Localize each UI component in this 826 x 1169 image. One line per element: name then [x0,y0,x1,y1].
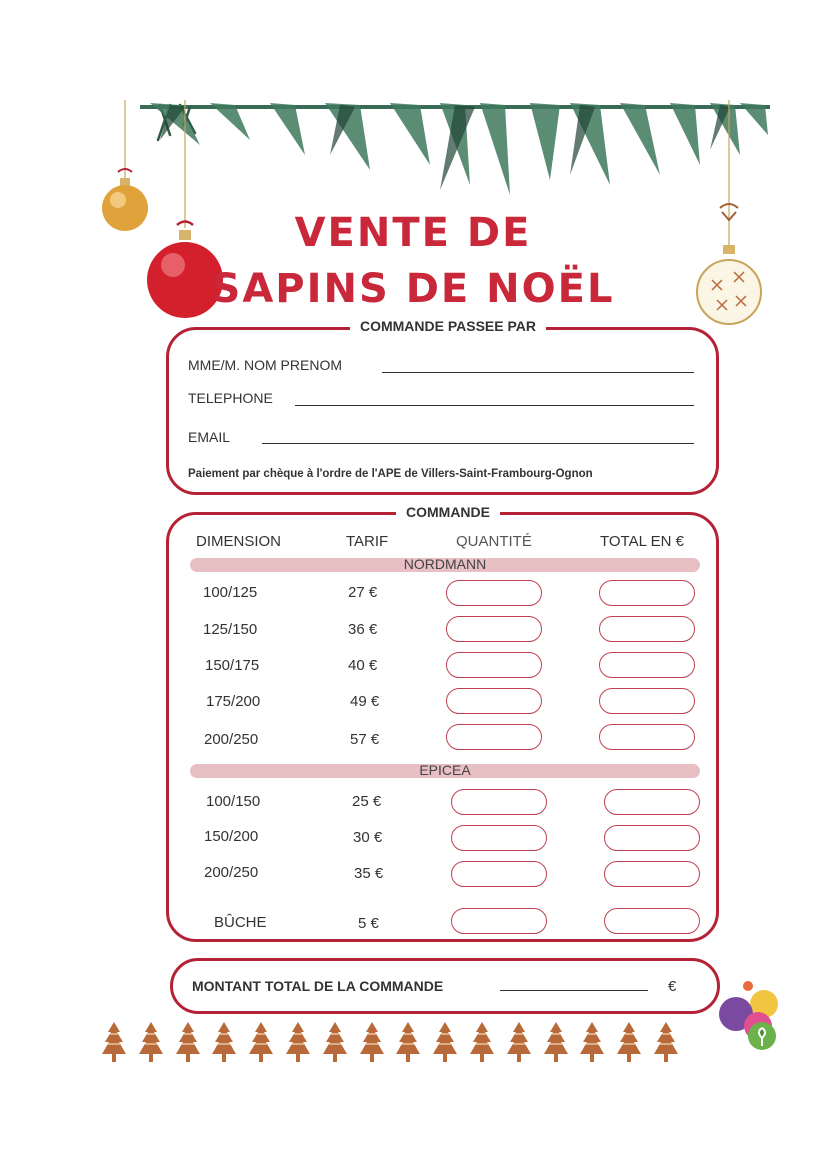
gingerbread-tree-icon [579,1020,605,1066]
row-dimension: 175/200 [206,693,261,710]
quantity-input[interactable] [451,825,547,851]
epicea-label: EPICEA [419,762,471,778]
row-price: 25 € [352,793,382,810]
gingerbread-tree-icon [543,1020,569,1066]
row-price: 27 € [348,584,378,601]
row-dimension: BÛCHE [214,914,267,931]
total-input[interactable] [599,688,695,714]
row-dimension: 150/175 [205,657,260,674]
total-input[interactable] [599,724,695,750]
row-price: 49 € [350,693,380,710]
gingerbread-tree-icon [469,1020,495,1066]
row-price: 40 € [348,657,378,674]
quantity-input[interactable] [446,724,542,750]
quantity-input[interactable] [451,789,547,815]
quantity-input[interactable] [451,861,547,887]
name-label: MME/M. NOM PRENOM [188,357,342,373]
row-dimension: 100/150 [206,793,261,810]
phone-label: TELEPHONE [188,390,273,406]
row-dimension: 200/250 [204,731,259,748]
quantity-input[interactable] [446,688,542,714]
row-price: 5 € [358,915,379,932]
total-input[interactable] [604,825,700,851]
total-input[interactable] [599,652,695,678]
row-price: 57 € [350,731,380,748]
gingerbread-tree-icon [138,1020,164,1066]
gingerbread-tree-icon [506,1020,532,1066]
gingerbread-tree-icon [248,1020,274,1066]
ape-logo-icon [718,980,784,1052]
email-field[interactable] [262,443,694,444]
row-price: 36 € [348,621,378,638]
gingerbread-tree-icon [175,1020,201,1066]
order-heading: COMMANDE [396,504,500,520]
total-label: MONTANT TOTAL DE LA COMMANDE [192,978,444,994]
row-price: 35 € [354,865,384,882]
gingerbread-tree-icon [211,1020,237,1066]
total-field[interactable] [500,990,648,991]
quantity-input[interactable] [451,908,547,934]
row-dimension: 150/200 [204,828,259,845]
email-label: EMAIL [188,429,231,445]
total-currency: € [668,978,677,995]
payment-note: Paiement par chèque à l'ordre de l'APE de Villers-Saint-Frambourg-Ognon [188,468,593,480]
phone-field[interactable] [295,405,694,406]
gingerbread-tree-icon [322,1020,348,1066]
title-line-2: SAPINS DE NOËL [211,266,615,312]
title-line-1: VENTE DE [294,210,532,256]
total-input[interactable] [599,580,695,606]
total-input[interactable] [604,789,700,815]
col-quantite: QUANTITÉ [456,533,532,550]
gingerbread-tree-icon [432,1020,458,1066]
nordmann-label: NORDMANN [403,556,487,572]
gingerbread-tree-icon [653,1020,679,1066]
garland-decoration [140,95,770,205]
gingerbread-tree-icon [359,1020,385,1066]
gingerbread-tree-icon [101,1020,127,1066]
row-price: 30 € [353,829,383,846]
total-input[interactable] [604,908,700,934]
total-input[interactable] [599,616,695,642]
quantity-input[interactable] [446,652,542,678]
row-dimension: 125/150 [203,621,258,638]
customer-heading: COMMANDE PASSEE PAR [350,318,546,334]
col-tarif: TARIF [346,533,389,550]
gingerbread-tree-icon [395,1020,421,1066]
col-total: TOTAL EN € [600,533,684,550]
col-dimension: DIMENSION [196,533,282,550]
quantity-input[interactable] [446,580,542,606]
gingerbread-tree-icon [616,1020,642,1066]
total-input[interactable] [604,861,700,887]
row-dimension: 200/250 [204,864,259,881]
quantity-input[interactable] [446,616,542,642]
name-field[interactable] [382,372,694,373]
row-dimension: 100/125 [203,584,258,601]
gingerbread-tree-icon [285,1020,311,1066]
